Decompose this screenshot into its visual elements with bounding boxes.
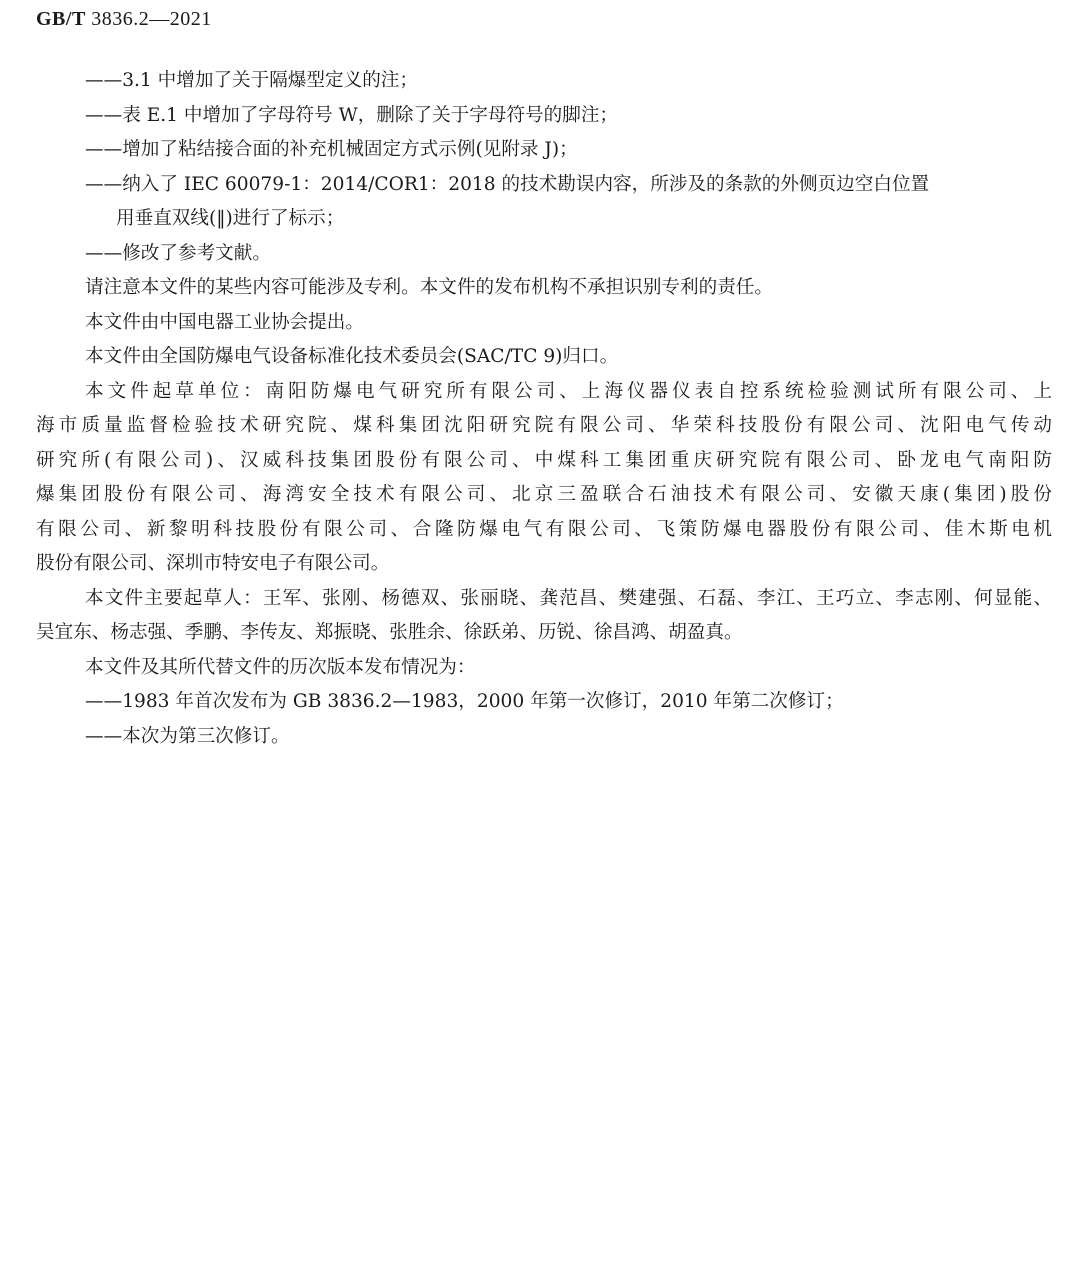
change-item: ——增加了粘结接合面的补充机械固定方式示例(见附录 J)； [85, 139, 578, 160]
history-intro: 本文件及其所代替文件的历次版本发布情况为： [85, 656, 476, 678]
standard-number: 3836.2—2021 [91, 8, 212, 30]
change-item: ——表 E.1 中增加了字母符号 W，删除了关于字母符号的脚注； [85, 104, 619, 126]
change-item: ——修改了参考文献。 [85, 242, 271, 264]
drafting-units-line: 股份有限公司、深圳市特安电子有限公司。 [36, 553, 390, 574]
change-item: ——3.1 中增加了关于隔爆型定义的注； [85, 70, 418, 91]
page-header [36, 6, 212, 32]
drafting-units-line: 海市质量监督检验技术研究院、煤科集团沈阳研究院有限公司、华荣科技股份有限公司、沈阳电气传动 [36, 415, 1052, 436]
history-item: ——1983 年首次发布为 GB 3836.2—1983，2000 年第一次修订，2010 年第二次修订； [85, 691, 844, 712]
drafting-units-line: 研究所(有限公司)、汉威科技集团股份有限公司、中煤科工集团重庆研究院有限公司、卧龙电气南阳防 [36, 449, 1052, 471]
history-item: ——本次为第三次修订。 [85, 725, 290, 747]
drafting-units-line: 本文件起草单位：南阳防爆电气研究所有限公司、上海仪器仪表自控系统检验测试所有限公司、上 [85, 380, 1052, 402]
drafters-line: 吴宜东、杨志强、季鹏、李传友、郑振晓、张胜余、徐跃弟、历锐、徐昌鸿、胡盈真。 [36, 622, 743, 643]
patent-notice: 请注意本文件的某些内容可能涉及专利。本文件的发布机构不承担识别专利的责任。 [85, 277, 773, 298]
under-jurisdiction: 本文件由全国防爆电气设备标准化技术委员会(SAC/TC 9)归口。 [85, 346, 619, 367]
change-item-continuation: 用垂直双线(‖)进行了标示； [116, 208, 345, 229]
drafters-line: 本文件主要起草人：王军、张刚、杨德双、张丽晓、龚范昌、樊建强、石磊、李江、王巧立、李志刚、何显能、 [85, 587, 1052, 609]
proposed-by: 本文件由中国电器工业协会提出。 [85, 311, 364, 333]
document-body [36, 64, 1052, 754]
standard-prefix: GB/T [36, 8, 86, 30]
change-item: ——纳入了 IEC 60079-1：2014/COR1：2018 的技术勘误内容，所涉及的条款的外侧页边空白位置 [85, 173, 930, 195]
drafting-units-line: 有限公司、新黎明科技股份有限公司、合隆防爆电气有限公司、飞策防爆电器股份有限公司、佳木斯电机 [36, 518, 1052, 540]
drafting-units-line: 爆集团股份有限公司、海湾安全技术有限公司、北京三盈联合石油技术有限公司、安徽天康(集团)股份 [36, 484, 1052, 505]
